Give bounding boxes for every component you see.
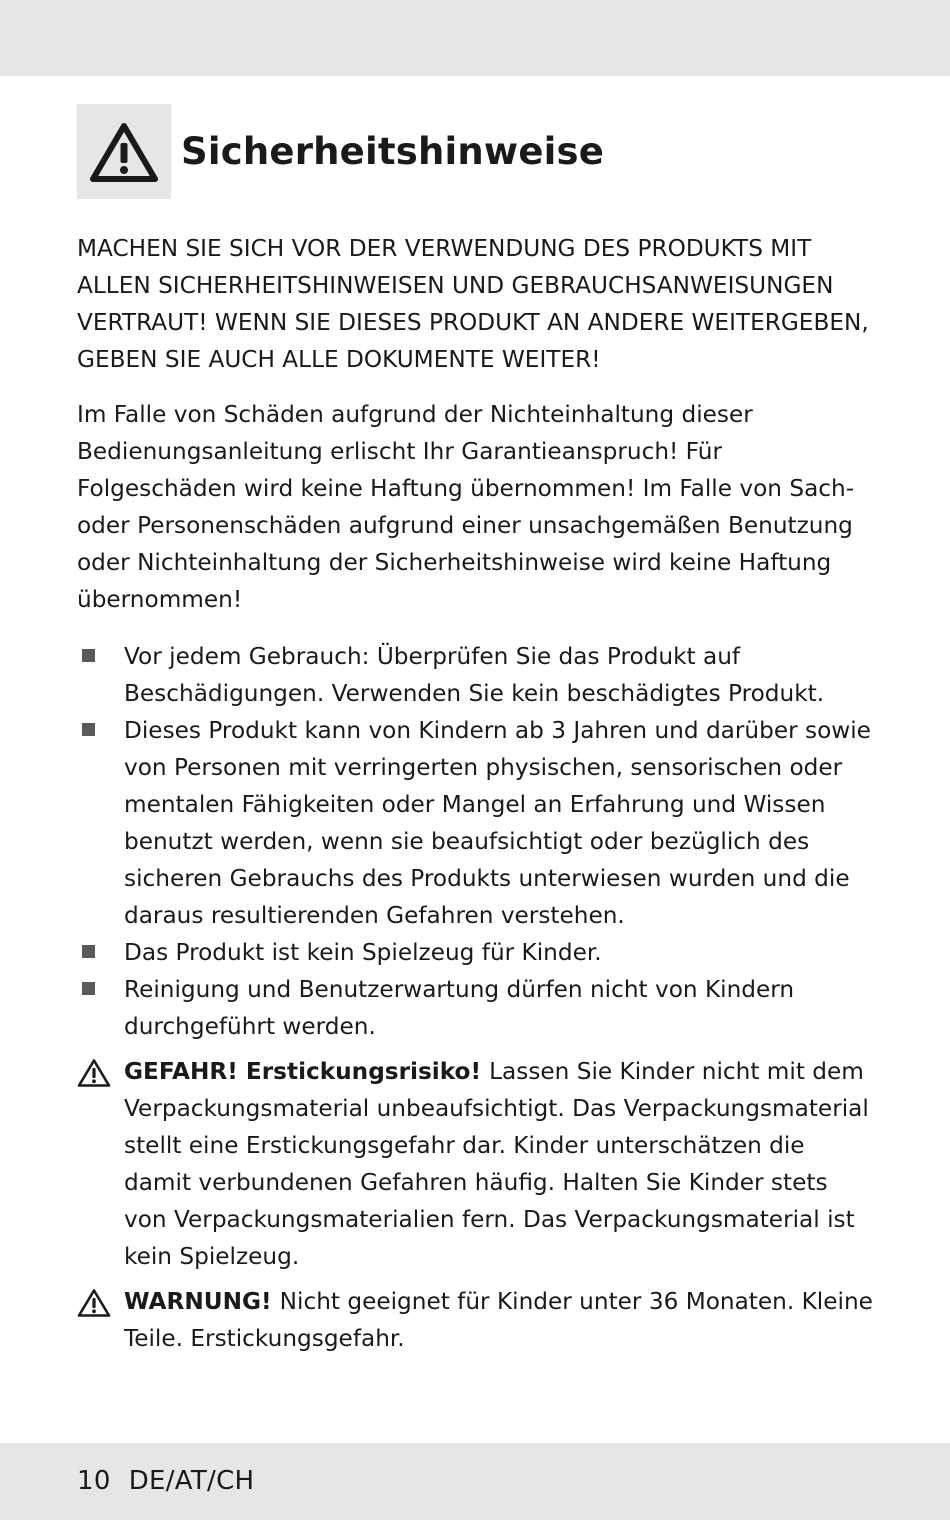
warning-label: WARNUNG!	[124, 1288, 280, 1315]
region-label: DE/AT/CH	[128, 1466, 255, 1496]
warning-triangle-icon	[77, 1288, 111, 1318]
page-title: Sicherheitshinweise	[181, 130, 605, 173]
content	[77, 230, 877, 1365]
warning-label: GEFAHR! Erstickungsrisiko!	[124, 1058, 490, 1085]
list-item	[77, 712, 877, 934]
warning-text: Lassen Sie Kinder nicht mit dem Verpackungsmaterial unbeaufsichtigt. Das Verpackungsmaterial stellt eine Erstickungsgefahr dar. Kinder unterschätzen die damit verbundenen Gefahren häufig. Halten Sie Kinder stets von Verpackungsmaterialien fern. Das Verpackungsmaterial ist kein Spielzeug.	[124, 1058, 869, 1270]
intro-caps-paragraph: MACHEN SIE SICH VOR DER VERWENDUNG DES PRODUKTS MIT ALLEN SICHERHEITSHINWEISEN UND GEBRAUCHSANWEISUNGEN VERTRAUT! WENN SIE DIESES PRODUKT AN ANDERE WEITERGEBEN, GEBEN SIE AUCH ALLE DOKUMENTE WEITER!	[77, 235, 869, 373]
warning-triangle-icon	[89, 121, 159, 183]
page-footer	[77, 1463, 254, 1499]
page-number: 10	[77, 1466, 111, 1496]
square-bullet-icon	[82, 945, 95, 958]
square-bullet-icon	[82, 649, 95, 662]
list-item-text: Dieses Produkt kann von Kindern ab 3 Jahren und darüber sowie von Personen mit verringerten physischen, sensorischen oder mentalen Fähigkeiten oder Mangel an Erfahrung und Wissen benutzt werden, wenn sie beaufsichtigt oder bezüglich des sicheren Gebrauchs des Produkts unterwiesen wurden und die daraus resultierenden Gefahren verstehen.	[124, 717, 871, 929]
caution-warning	[77, 1283, 877, 1357]
liability-paragraph: Im Falle von Schäden aufgrund der Nichteinhaltung dieser Bedienungsanleitung erlischt Ihr Garantieanspruch! Für Folgeschäden wird keine Haftung übernommen! Im Falle von Sach- oder Personenschäden aufgrund einer unsachgemäßen Benutzung oder Nichteinhaltung der Sicherheitshinweise wird keine Haftung übernommen!	[77, 401, 855, 613]
list-item-text: Reinigung und Benutzerwartung dürfen nicht von Kindern durchgeführt werden.	[124, 976, 795, 1040]
warning-text: Nicht geeignet für Kinder unter 36 Monaten. Kleine Teile. Erstickungsgefahr.	[124, 1288, 873, 1352]
top-band	[0, 0, 950, 76]
list-item-text: Vor jedem Gebrauch: Überprüfen Sie das Produkt auf Beschädigungen. Verwenden Sie kein beschädigtes Produkt.	[124, 643, 825, 707]
list-item	[77, 934, 877, 971]
danger-warning	[77, 1053, 877, 1275]
safety-bullet-list	[77, 638, 877, 1045]
square-bullet-icon	[82, 982, 95, 995]
list-item-text: Das Produkt ist kein Spielzeug für Kinder.	[124, 939, 602, 966]
square-bullet-icon	[82, 723, 95, 736]
warning-box	[77, 104, 171, 199]
section-heading	[77, 104, 604, 199]
list-item	[77, 638, 877, 712]
list-item	[77, 971, 877, 1045]
warning-triangle-icon	[77, 1058, 111, 1088]
